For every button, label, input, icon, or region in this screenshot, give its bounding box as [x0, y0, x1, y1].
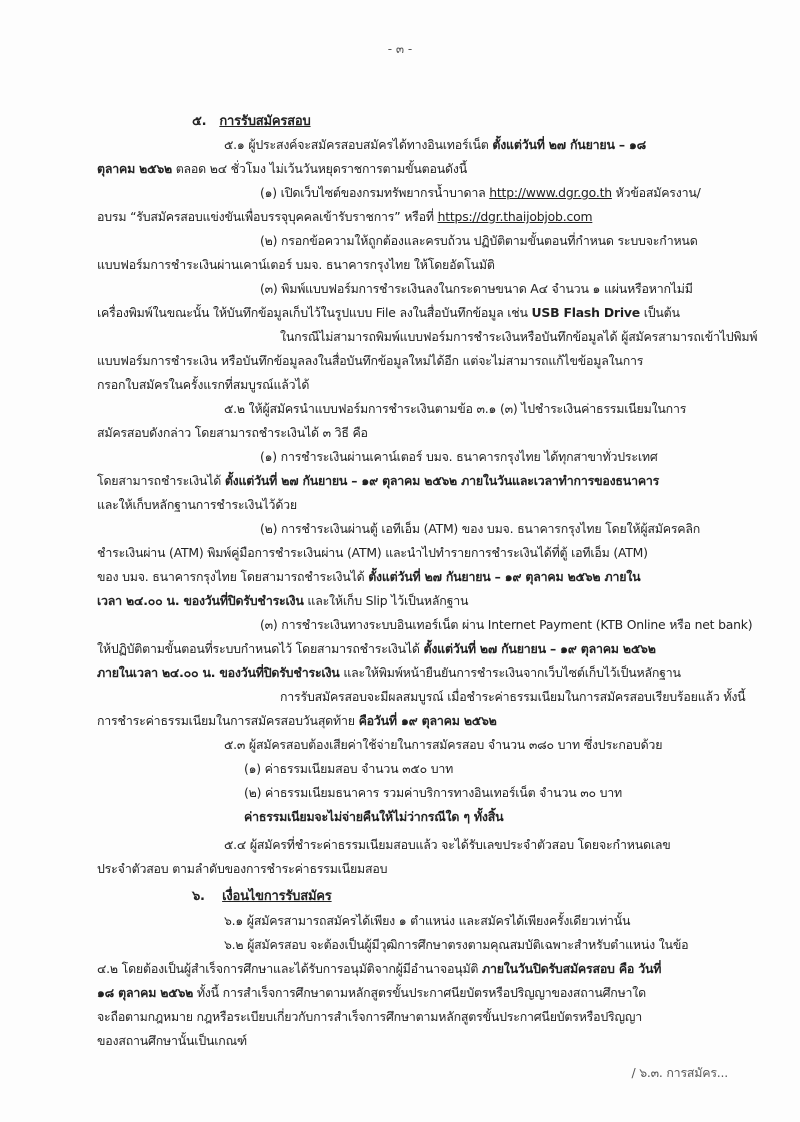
section-5-number: ๕. [192, 114, 207, 129]
para-6-2-line3 [97, 985, 712, 1001]
section-6-title: เงื่อนไขการรับสมัคร [222, 889, 332, 904]
method-2-line3 [97, 569, 712, 585]
section-5-title: การรับสมัครสอบ [219, 114, 311, 129]
para-6-2-line4: จะถือตามกฎหมาย กฎหรือระเบียบเกี่ยวกับการสำเร็จการศึกษาตามหลักสูตรขั้นประกาศนียบัตรหรือปริญญา [97, 1009, 642, 1024]
no-refund-note: ค่าธรรมเนียมจะไม่จ่ายคืนให้ไม่ว่ากรณีใด ๆ ทั้งสิ้น [244, 809, 504, 824]
item-5-1-2-line2: แบบฟอร์มการชำระเงินผ่านเคาน์เตอร์ บมจ. ธนาคารกรุงไทย ให้โดยอัตโนมัติ [97, 257, 495, 272]
method-2-line2: ชำระเงินผ่าน (ATM) พิมพ์คู่มือการชำระเงินผ่าน (ATM) และนำไปทำรายการชำระเงินได้ที่ตู้ เอทีเอ็ม (ATM) [97, 545, 648, 560]
date-end: ตุลาคม ๒๕๖๒ [97, 161, 172, 176]
deadline-time: เวลา ๒๔.๐๐ น. ของวันที่ปิดรับชำระเงิน [97, 593, 304, 608]
text: โดยสามารถชำระเงินได้ [97, 473, 225, 488]
para-6-2-line5: ของสถานศึกษานั้นเป็นเกณฑ์ [97, 1033, 247, 1048]
note-5-1-line3: กรอกใบสมัครในครั้งแรกที่สมบูรณ์แล้วได้ [97, 377, 310, 392]
para-5-3-line1: ๕.๓ ผู้สมัครสอบต้องเสียค่าใช้จ่ายในการสมัครสอบ จำนวน ๓๘๐ บาท ซึ่งประกอบด้วย [224, 737, 663, 752]
method-1-line3: และให้เก็บหลักฐานการชำระเงินไว้ด้วย [97, 497, 297, 512]
item-5-1-3-line2 [97, 305, 712, 321]
text: เครื่องพิมพ์ในขณะนั้น ให้บันทึกข้อมูลเก็บไว้ในรูปแบบ File ลงในสื่อบันทึกข้อมูล เช่น [97, 305, 532, 320]
deadline-time: ภายในเวลา ๒๔.๐๐ น. ของวันที่ปิดรับชำระเงิน [97, 665, 340, 680]
text: การชำระค่าธรรมเนียมในการสมัครสอบวันสุดท้าย [97, 713, 359, 728]
note-5-1-line1: ในกรณีไม่สามารถพิมพ์แบบฟอร์มการชำระเงินหรือบันทึกข้อมูลได้ ผู้สมัครสามารถเข้าไปพิมพ์ [280, 329, 758, 344]
para-5-1-line1 [224, 137, 800, 153]
section-6-heading [192, 889, 800, 905]
section-6-number: ๖. [192, 889, 205, 904]
method-3-line1: (๓) การชำระเงินทางระบบอินเทอร์เน็ต ผ่าน Internet Payment (KTB Online หรือ net bank) [260, 617, 753, 632]
text: ของ บมจ. ธนาคารกรุงไทย โดยสามารถชำระเงินได้ [97, 569, 369, 584]
item-5-1-1-line1 [260, 185, 800, 201]
para-5-2-line2: สมัครสอบดังกล่าว โดยสามารถชำระเงินได้ ๓ วิธี คือ [97, 425, 368, 440]
text: ๕.๑ ผู้ประสงค์จะสมัครสอบสมัครได้ทางอินเทอร์เน็ต [224, 137, 493, 152]
text: (๑) เปิดเว็บไซต์ของกรมทรัพยากรน้ำบาดาล [260, 185, 490, 200]
date-range: ตั้งแต่วันที่ ๒๗ กันยายน – ๑๙ ตุลาคม ๒๕๖๒ ภายในวันและเวลาทำการของธนาคาร [224, 473, 660, 488]
section-5-heading [192, 114, 800, 130]
completion-line1: การรับสมัครสอบจะมีผลสมบูรณ์ เมื่อชำระค่าธรรมเนียมในการสมัครสอบเรียบร้อยแล้ว ทั้งนี้ [280, 689, 746, 704]
method-3-line3 [97, 665, 712, 681]
item-5-1-2-line1: (๒) กรอกข้อความให้ถูกต้องและครบถ้วน ปฏิบัติตามขั้นตอนที่กำหนด ระบบจะกำหนด [260, 233, 698, 248]
method-3-line2 [97, 641, 712, 657]
para-6-2-line1: ๖.๒ ผู้สมัครสอบ จะต้องเป็นผู้มีวุฒิการศึกษาตรงตามคุณสมบัติเฉพาะสำหรับตำแหน่ง ในข้อ [224, 937, 689, 952]
text: ตลอด ๒๔ ชั่วโมง ไม่เว้นวันหยุดราชการตามขั้นตอนดังนี้ [171, 161, 467, 176]
usb-text: USB Flash Drive [531, 305, 640, 320]
text: ๔.๒ โดยต้องเป็นผู้สำเร็จการศึกษาและได้รับการอนุมัติจากผู้มีอำนาจอนุมัติ [97, 961, 483, 976]
date-range: ตั้งแต่วันที่ ๒๗ กันยายน – ๑๘ [492, 137, 646, 152]
method-2-line1: (๒) การชำระเงินผ่านตู้ เอทีเอ็ม (ATM) ของ บมจ. ธนาคารกรุงไทย โดยให้ผู้สมัครคลิก [260, 521, 701, 536]
text: ทั้งนี้ การสำเร็จการศึกษาตามหลักสูตรขั้นประกาศนียบัตรหรือปริญญาของสถานศึกษาใด [193, 985, 646, 1000]
para-6-2-line2 [97, 961, 712, 977]
method-2-line4 [97, 593, 712, 609]
deadline-text: ภายในวันปิดรับสมัครสอบ คือ วันที่ [482, 961, 662, 976]
para-5-4-line1: ๕.๔ ผู้สมัครที่ชำระค่าธรรมเนียมสอบแล้ว จะได้รับเลขประจำตัวสอบ โดยจะกำหนดเลข [224, 837, 671, 852]
date-range: ตั้งแต่วันที่ ๒๗ กันยายน – ๑๙ ตุลาคม ๒๕๖๒ [423, 641, 656, 656]
text: และให้พิมพ์หน้ายืนยันการชำระเงินจากเว็บไซต์เก็บไว้เป็นหลักฐาน [339, 665, 681, 680]
text: อบรม “รับสมัครสอบแข่งขันเพื่อบรรจุบุคคลเข้ารับราชการ” หรือที่ [97, 209, 438, 224]
page-number: - ๓ - [387, 42, 413, 56]
text: และให้เก็บ Slip ไว้เป็นหลักฐาน [303, 593, 469, 608]
thaijobjob-link[interactable]: https://dgr.thaijobjob.com [437, 209, 593, 224]
dgr-website-link[interactable]: http://www.dgr.go.th [489, 185, 612, 200]
method-1-line2 [97, 473, 712, 489]
para-5-2-line1: ๕.๒ ให้ผู้สมัครนำแบบฟอร์มการชำระเงินตามข้อ ๓.๑ (๓) ไปชำระเงินค่าธรรมเนียมในการ [224, 401, 687, 416]
fee-item-1: (๑) ค่าธรรมเนียมสอบ จำนวน ๓๕๐ บาท [244, 761, 454, 776]
continuation-note: / ๖.๓. การสมัคร... [631, 1065, 728, 1080]
para-6-1: ๖.๑ ผู้สมัครสามารถสมัครได้เพียง ๑ ตำแหน่ง และสมัครได้เพียงครั้งเดียวเท่านั้น [224, 913, 631, 928]
para-5-4-line2: ประจำตัวสอบ ตามลำดับของการชำระค่าธรรมเนียมสอบ [97, 861, 388, 876]
method-1-line1: (๑) การชำระเงินผ่านเคาน์เตอร์ บมจ. ธนาคารกรุงไทย ได้ทุกสาขาทั่วประเทศ [260, 449, 658, 464]
text: เป็นต้น [639, 305, 680, 320]
completion-line2 [97, 713, 712, 729]
item-5-1-3-line1: (๓) พิมพ์แบบฟอร์มการชำระเงินลงในกระดาษขนาด A๔ จำนวน ๑ แผ่นหรือหากไม่มี [260, 281, 693, 296]
item-5-1-1-line2 [97, 209, 712, 225]
note-5-1-line2: แบบฟอร์มการชำระเงิน หรือบันทึกข้อมูลลงในสื่อบันทึกข้อมูลใหม่ได้อีก แต่จะไม่สามารถแก้ไขข้อมูลในการ [97, 353, 644, 368]
para-5-1-line2 [97, 161, 712, 177]
last-payment-date: คือวันที่ ๑๙ ตุลาคม ๒๕๖๒ [358, 713, 497, 728]
text: ให้ปฏิบัติตามขั้นตอนที่ระบบกำหนดไว้ โดยสามารถชำระเงินได้ [97, 641, 424, 656]
text: หัวข้อสมัครงาน/ [611, 185, 701, 200]
fee-item-2: (๒) ค่าธรรมเนียมธนาคาร รวมค่าบริการทางอินเทอร์เน็ต จำนวน ๓๐ บาท [244, 785, 622, 800]
deadline-date: ๑๘ ตุลาคม ๒๕๖๒ [97, 985, 194, 1000]
date-range: ตั้งแต่วันที่ ๒๗ กันยายน – ๑๙ ตุลาคม ๒๕๖๒ ภายใน [368, 569, 641, 584]
